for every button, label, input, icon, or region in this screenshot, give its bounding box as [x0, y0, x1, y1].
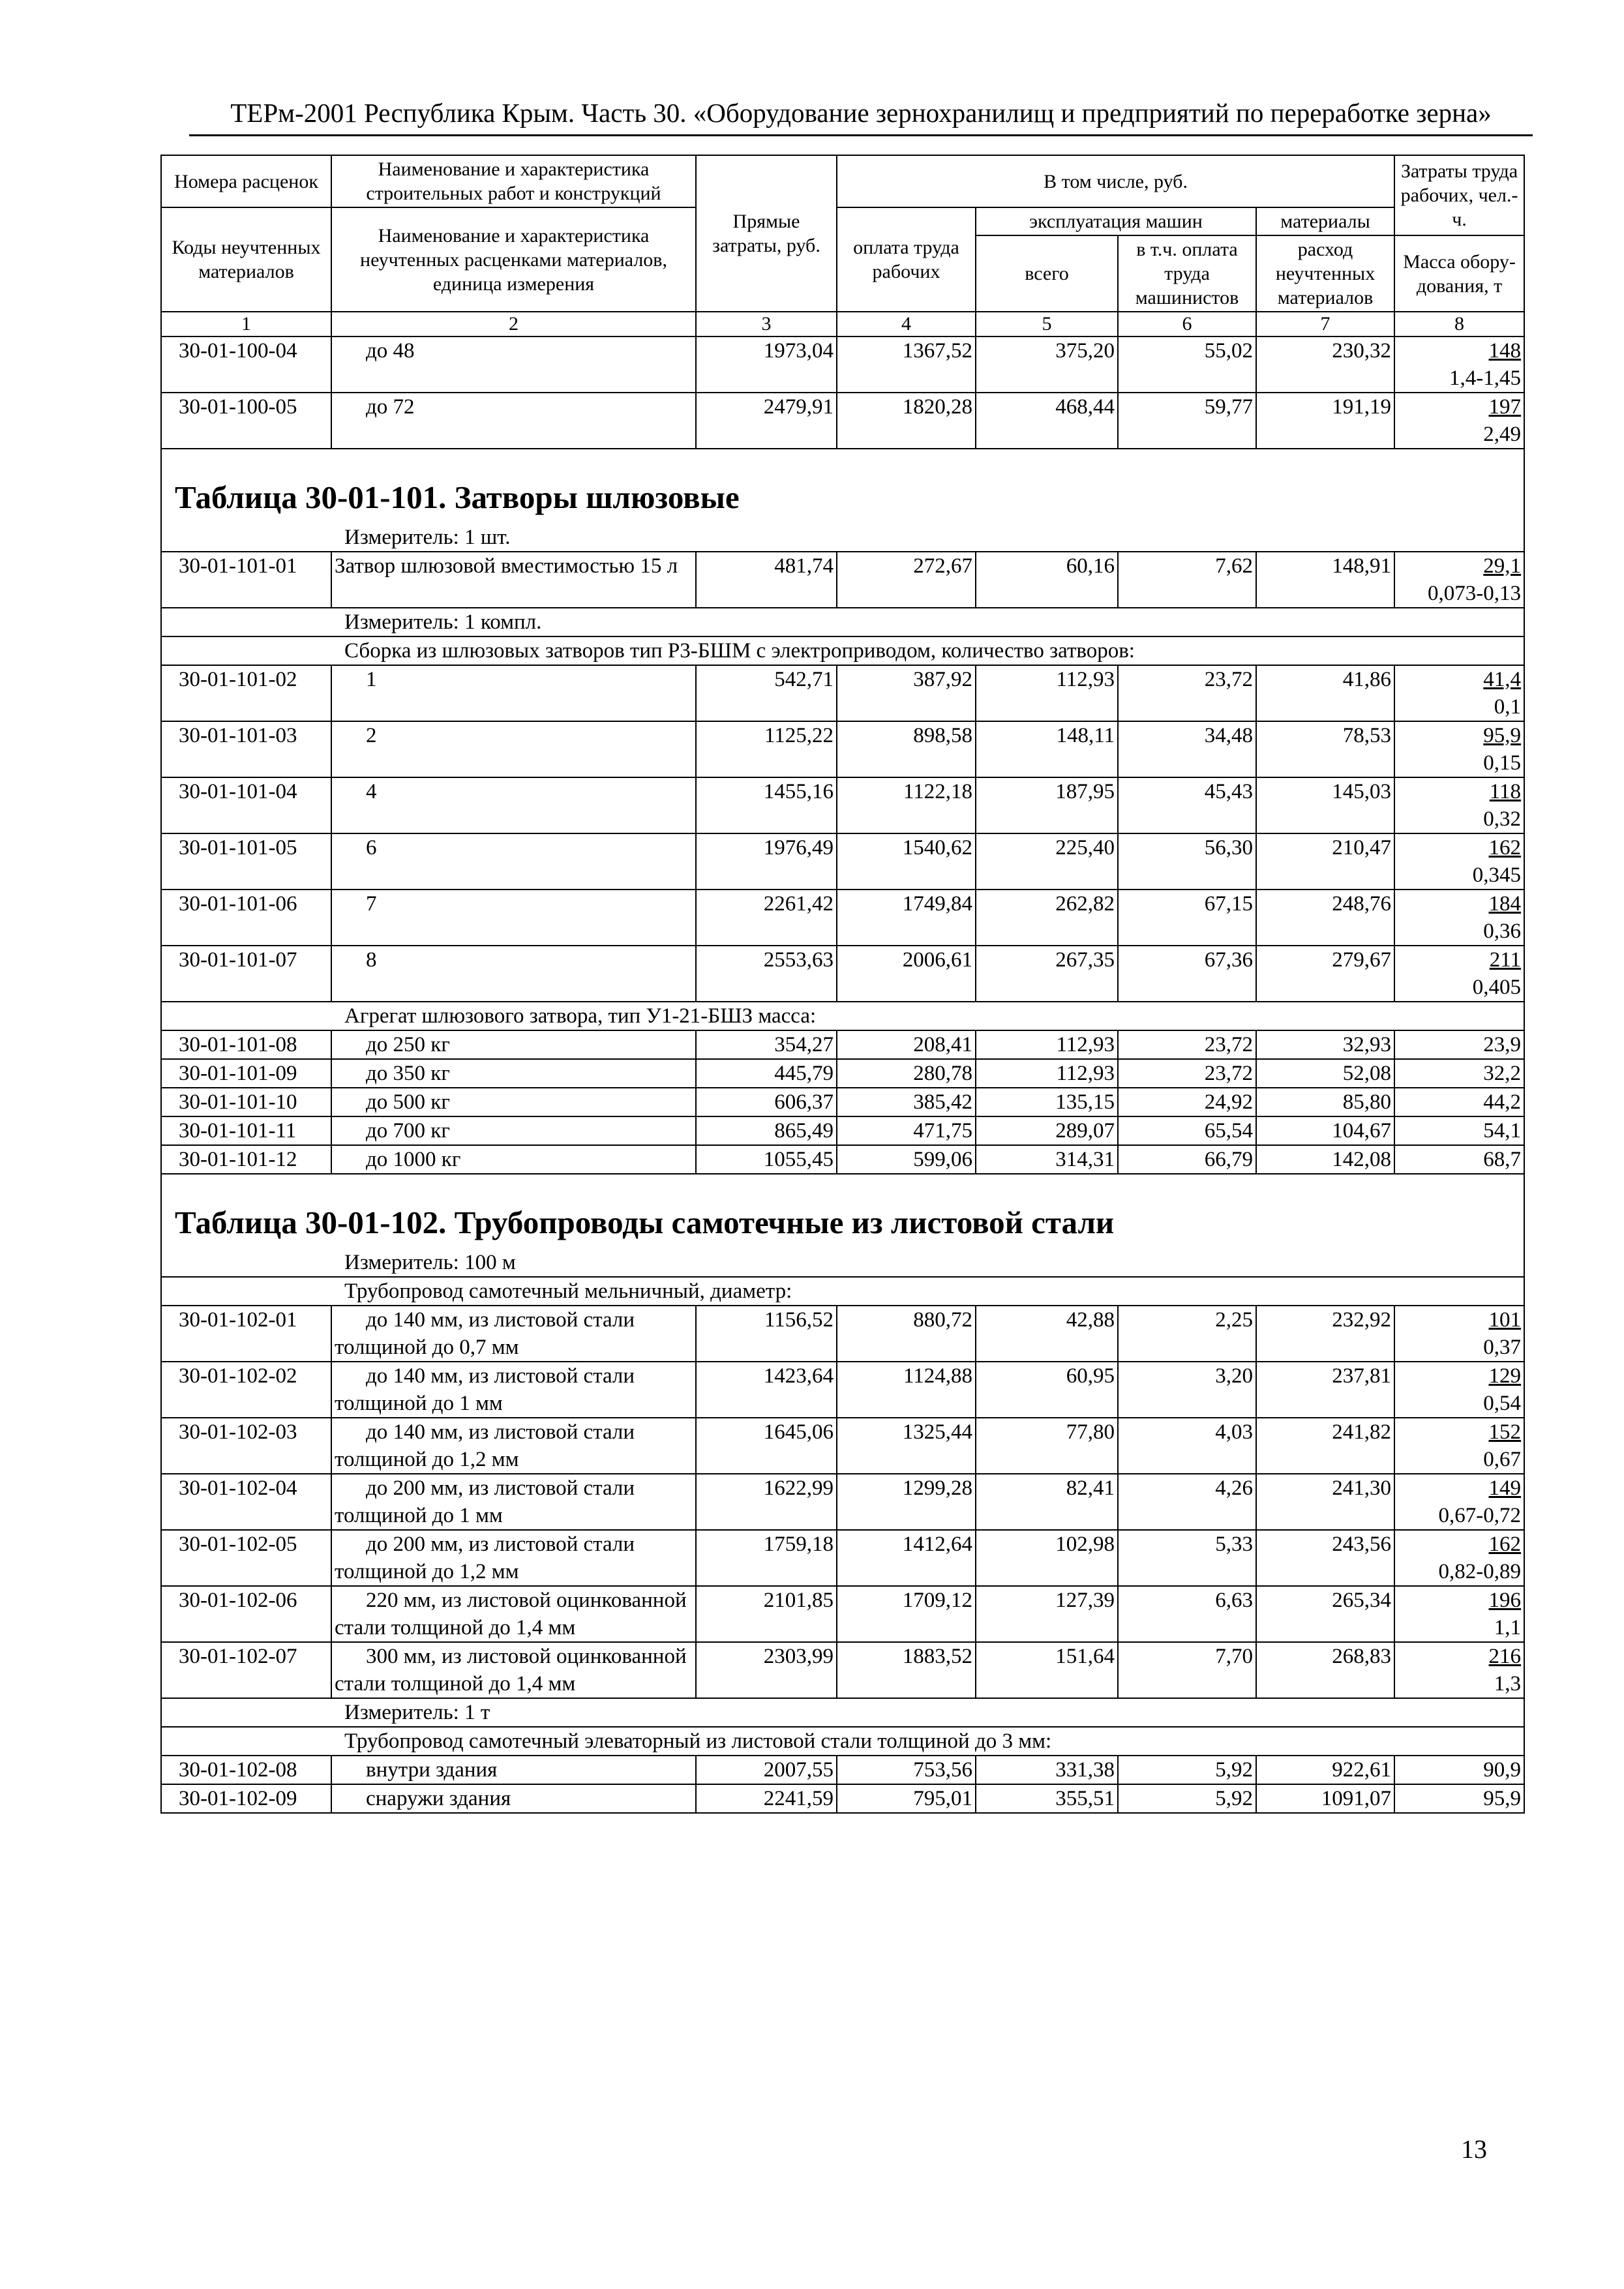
page-number: 13	[1461, 2134, 1487, 2164]
labor-mass-cell	[1394, 833, 1524, 890]
rate-code: 30-01-102-03	[161, 1418, 331, 1474]
column-number: 5	[976, 312, 1118, 337]
machine-costs: 112,93	[976, 1059, 1118, 1088]
material-costs: 243,56	[1256, 1530, 1394, 1586]
machine-wage-costs: 67,36	[1118, 946, 1256, 1002]
labor-mass-cell	[1394, 393, 1524, 449]
table-101-title: Таблица 30-01-101. Затворы шлюзовые	[175, 479, 740, 515]
group-row	[161, 1727, 1524, 1756]
wage-costs: 898,58	[837, 721, 976, 777]
column-number: 2	[331, 312, 696, 337]
machine-wage-costs: 66,79	[1118, 1145, 1256, 1174]
labor-mass-cell	[1394, 1474, 1524, 1530]
direct-costs: 606,37	[696, 1088, 837, 1116]
labor-value: 44,2	[1394, 1088, 1524, 1116]
machine-costs: 225,40	[976, 833, 1118, 890]
rate-name: 7	[331, 890, 696, 946]
table-row	[161, 1418, 1524, 1474]
table-row	[161, 833, 1524, 890]
table-row	[161, 1145, 1524, 1174]
labor-mass-cell	[1394, 946, 1524, 1002]
mass-value: 0,1	[1494, 695, 1522, 719]
machine-costs: 187,95	[976, 777, 1118, 833]
machine-wage-costs: 4,26	[1118, 1474, 1256, 1530]
machine-costs: 148,11	[976, 721, 1118, 777]
mass-value: 0,15	[1483, 751, 1522, 775]
rate-code: 30-01-101-05	[161, 833, 331, 890]
labor-value: 162	[1488, 1533, 1522, 1556]
rate-code: 30-01-101-02	[161, 665, 331, 721]
material-costs: 52,08	[1256, 1059, 1394, 1088]
header-materials-unaccounted: расход неучтенных материалов	[1256, 235, 1394, 312]
machine-wage-costs: 5,33	[1118, 1530, 1256, 1586]
header-col1-bottom: Коды неучтенных материалов	[161, 207, 331, 312]
rate-name: до 140 мм, из листовой стали толщиной до 1 мм	[331, 1362, 696, 1418]
rate-name: 6	[331, 833, 696, 890]
direct-costs: 2303,99	[696, 1642, 837, 1698]
mass-value: 0,82-0,89	[1438, 1560, 1522, 1583]
labor-value: 216	[1488, 1645, 1522, 1668]
table-row	[161, 946, 1524, 1002]
material-costs: 210,47	[1256, 833, 1394, 890]
wage-costs: 1367,52	[837, 337, 976, 393]
machine-wage-costs: 67,15	[1118, 890, 1256, 946]
labor-mass-cell	[1394, 1306, 1524, 1362]
direct-costs: 1759,18	[696, 1530, 837, 1586]
direct-costs: 865,49	[696, 1116, 837, 1145]
machine-wage-costs: 23,72	[1118, 1030, 1256, 1059]
material-costs: 32,93	[1256, 1030, 1394, 1059]
header-machines-total: всего	[976, 235, 1118, 312]
machine-costs: 82,41	[976, 1474, 1118, 1530]
direct-costs: 445,79	[696, 1059, 837, 1088]
direct-costs: 542,71	[696, 665, 837, 721]
labor-mass-cell	[1394, 1586, 1524, 1642]
labor-mass-cell	[1394, 721, 1524, 777]
mass-value: 0,073-0,13	[1428, 582, 1522, 605]
material-costs: 230,32	[1256, 337, 1394, 393]
table-row	[161, 1059, 1524, 1088]
rate-code: 30-01-101-03	[161, 721, 331, 777]
direct-costs: 1055,45	[696, 1145, 837, 1174]
labor-value: 95,9	[1394, 1784, 1524, 1813]
header-col2-top: Наименование и характеристика строительных работ и конструкций	[331, 155, 696, 207]
mass-value: 0,67	[1483, 1448, 1522, 1471]
header-materials: материалы	[1256, 207, 1394, 235]
page-header: ТЕРм-2001 Республика Крым. Часть 30. «Оборудование зернохранилищ и предприятий по переработке зерна»	[189, 97, 1533, 136]
labor-value: 54,1	[1394, 1116, 1524, 1145]
header-mass: Масса обору-дования, т	[1394, 235, 1524, 312]
rate-code: 30-01-100-05	[161, 393, 331, 449]
direct-costs: 1622,99	[696, 1474, 837, 1530]
group-heading: Агрегат шлюзового затвора, тип У1-21-БШЗ масса:	[161, 1002, 1524, 1030]
mass-value: 1,1	[1494, 1616, 1522, 1639]
machine-wage-costs: 59,77	[1118, 393, 1256, 449]
labor-value: 197	[1488, 395, 1522, 419]
header-col1-top: Номера расценок	[161, 155, 331, 207]
rate-name: до 140 мм, из листовой стали толщиной до 0,7 мм	[331, 1306, 696, 1362]
wage-costs: 471,75	[837, 1116, 976, 1145]
labor-mass-cell	[1394, 890, 1524, 946]
labor-value: 41,4	[1483, 668, 1522, 691]
rate-code: 30-01-102-05	[161, 1530, 331, 1586]
column-numbers-row	[161, 312, 1524, 337]
machine-wage-costs: 5,92	[1118, 1756, 1256, 1784]
table-row	[161, 1030, 1524, 1059]
labor-mass-cell	[1394, 1530, 1524, 1586]
machine-costs: 127,39	[976, 1586, 1118, 1642]
labor-mass-cell	[1394, 552, 1524, 608]
rate-code: 30-01-100-04	[161, 337, 331, 393]
direct-costs: 1645,06	[696, 1418, 837, 1474]
unit-label: Измеритель: 1 компл.	[161, 608, 1524, 636]
table-row	[161, 1784, 1524, 1813]
group-row	[161, 1277, 1524, 1306]
labor-value: 68,7	[1394, 1145, 1524, 1174]
machine-wage-costs: 34,48	[1118, 721, 1256, 777]
table-102-title: Таблица 30-01-102. Трубопроводы самотечные из листовой стали	[175, 1204, 1115, 1240]
direct-costs: 481,74	[696, 552, 837, 608]
mass-value: 0,67-0,72	[1438, 1504, 1522, 1527]
wage-costs: 599,06	[837, 1145, 976, 1174]
machine-wage-costs: 56,30	[1118, 833, 1256, 890]
material-costs: 241,82	[1256, 1418, 1394, 1474]
direct-costs: 2241,59	[696, 1784, 837, 1813]
machine-wage-costs: 7,62	[1118, 552, 1256, 608]
rate-code: 30-01-102-07	[161, 1642, 331, 1698]
mass-value: 0,345	[1472, 863, 1522, 887]
machine-costs: 135,15	[976, 1088, 1118, 1116]
machine-wage-costs: 3,20	[1118, 1362, 1256, 1418]
header-machines: эксплуатация машин	[976, 207, 1256, 235]
machine-costs: 267,35	[976, 946, 1118, 1002]
material-costs: 145,03	[1256, 777, 1394, 833]
machine-costs: 60,16	[976, 552, 1118, 608]
rate-code: 30-01-101-07	[161, 946, 331, 1002]
labor-value: 23,9	[1394, 1030, 1524, 1059]
material-costs: 78,53	[1256, 721, 1394, 777]
machine-wage-costs: 45,43	[1118, 777, 1256, 833]
labor-value: 129	[1488, 1364, 1522, 1388]
labor-value: 211	[1489, 948, 1522, 972]
rate-code: 30-01-102-09	[161, 1784, 331, 1813]
header-wage: оплата труда рабочих	[837, 207, 976, 312]
material-costs: 232,92	[1256, 1306, 1394, 1362]
wage-costs: 1540,62	[837, 833, 976, 890]
column-number: 6	[1118, 312, 1256, 337]
wage-costs: 1749,84	[837, 890, 976, 946]
section-title-row	[161, 449, 1524, 524]
rate-name: Затвор шлюзовой вместимостью 15 л	[331, 552, 696, 608]
material-costs: 191,19	[1256, 393, 1394, 449]
labor-mass-cell	[1394, 1418, 1524, 1474]
machine-wage-costs: 23,72	[1118, 1059, 1256, 1088]
machine-wage-costs: 6,63	[1118, 1586, 1256, 1642]
wage-costs: 1412,64	[837, 1530, 976, 1586]
table-row	[161, 890, 1524, 946]
unit-row	[161, 608, 1524, 636]
wage-costs: 1122,18	[837, 777, 976, 833]
rate-name: до 200 мм, из листовой стали толщиной до 1,2 мм	[331, 1530, 696, 1586]
rate-code: 30-01-101-08	[161, 1030, 331, 1059]
direct-costs: 2007,55	[696, 1756, 837, 1784]
direct-costs: 2553,63	[696, 946, 837, 1002]
machine-costs: 60,95	[976, 1362, 1118, 1418]
mass-value: 0,36	[1483, 920, 1522, 943]
labor-value: 148	[1488, 339, 1522, 363]
rate-code: 30-01-101-09	[161, 1059, 331, 1088]
machine-costs: 375,20	[976, 337, 1118, 393]
machine-wage-costs: 23,72	[1118, 665, 1256, 721]
column-number: 4	[837, 312, 976, 337]
direct-costs: 354,27	[696, 1030, 837, 1059]
material-costs: 41,86	[1256, 665, 1394, 721]
wage-costs: 880,72	[837, 1306, 976, 1362]
rate-name: 220 мм, из листовой оцинкованной стали толщиной до 1,4 мм	[331, 1586, 696, 1642]
rate-code: 30-01-102-01	[161, 1306, 331, 1362]
machine-costs: 151,64	[976, 1642, 1118, 1698]
group-heading: Трубопровод самотечный мельничный, диаметр:	[161, 1277, 1524, 1306]
table-row	[161, 1586, 1524, 1642]
column-number: 1	[161, 312, 331, 337]
wage-costs: 1124,88	[837, 1362, 976, 1418]
machine-wage-costs: 5,92	[1118, 1784, 1256, 1813]
direct-costs: 2479,91	[696, 393, 837, 449]
labor-value: 101	[1488, 1308, 1522, 1332]
rate-code: 30-01-101-04	[161, 777, 331, 833]
labor-mass-cell	[1394, 777, 1524, 833]
table-row	[161, 1088, 1524, 1116]
unit-row	[161, 524, 1524, 552]
rate-name: снаружи здания	[331, 1784, 696, 1813]
mass-value: 0,37	[1483, 1336, 1522, 1359]
machine-costs: 42,88	[976, 1306, 1118, 1362]
machine-costs: 468,44	[976, 393, 1118, 449]
header-including: В том числе, руб.	[837, 155, 1394, 207]
labor-mass-cell	[1394, 665, 1524, 721]
machine-costs: 112,93	[976, 665, 1118, 721]
rate-name: до 500 кг	[331, 1088, 696, 1116]
mass-value: 0,54	[1483, 1392, 1522, 1415]
table-row	[161, 393, 1524, 449]
wage-costs: 385,42	[837, 1088, 976, 1116]
table-row	[161, 552, 1524, 608]
direct-costs: 1973,04	[696, 337, 837, 393]
rate-code: 30-01-101-12	[161, 1145, 331, 1174]
rate-code: 30-01-101-11	[161, 1116, 331, 1145]
rate-name: до 1000 кг	[331, 1145, 696, 1174]
machine-wage-costs: 4,03	[1118, 1418, 1256, 1474]
machine-costs: 262,82	[976, 890, 1118, 946]
direct-costs: 2101,85	[696, 1586, 837, 1642]
material-costs: 268,83	[1256, 1642, 1394, 1698]
column-number: 3	[696, 312, 837, 337]
wage-costs: 387,92	[837, 665, 976, 721]
rate-name: 2	[331, 721, 696, 777]
machine-costs: 102,98	[976, 1530, 1118, 1586]
rate-name: до 48	[331, 337, 696, 393]
rate-code: 30-01-102-06	[161, 1586, 331, 1642]
rate-name: до 72	[331, 393, 696, 449]
wage-costs: 272,67	[837, 552, 976, 608]
rate-name: до 250 кг	[331, 1030, 696, 1059]
column-number: 8	[1394, 312, 1524, 337]
material-costs: 265,34	[1256, 1586, 1394, 1642]
mass-value: 1,4-1,45	[1449, 367, 1522, 390]
rate-name: до 140 мм, из листовой стали толщиной до 1,2 мм	[331, 1418, 696, 1474]
wage-costs: 208,41	[837, 1030, 976, 1059]
unit-row	[161, 1249, 1524, 1277]
machine-wage-costs: 7,70	[1118, 1642, 1256, 1698]
table-header	[161, 155, 1524, 337]
direct-costs: 1156,52	[696, 1306, 837, 1362]
group-heading: Трубопровод самотечный элеваторный из листовой стали толщиной до 3 мм:	[161, 1727, 1524, 1756]
table-row	[161, 1642, 1524, 1698]
labor-mass-cell	[1394, 337, 1524, 393]
group-row	[161, 1002, 1524, 1030]
unit-row	[161, 1698, 1524, 1727]
rate-name: 8	[331, 946, 696, 1002]
wage-costs: 2006,61	[837, 946, 976, 1002]
wage-costs: 795,01	[837, 1784, 976, 1813]
labor-value: 152	[1488, 1420, 1522, 1444]
labor-mass-cell	[1394, 1642, 1524, 1698]
rates-table	[160, 155, 1525, 1814]
mass-value: 0,405	[1472, 976, 1522, 999]
direct-costs: 1423,64	[696, 1362, 837, 1418]
header-labor: Затраты труда рабочих, чел.-ч.	[1394, 155, 1524, 235]
machine-costs: 77,80	[976, 1418, 1118, 1474]
labor-value: 162	[1488, 836, 1522, 860]
wage-costs: 1325,44	[837, 1418, 976, 1474]
direct-costs: 1976,49	[696, 833, 837, 890]
rate-code: 30-01-101-01	[161, 552, 331, 608]
machine-costs: 314,31	[976, 1145, 1118, 1174]
table-row	[161, 1530, 1524, 1586]
material-costs: 248,76	[1256, 890, 1394, 946]
wage-costs: 1299,28	[837, 1474, 976, 1530]
header-machines-wage: в т.ч. оплата труда машинистов	[1118, 235, 1256, 312]
material-costs: 142,08	[1256, 1145, 1394, 1174]
labor-value: 32,2	[1394, 1059, 1524, 1088]
table-row	[161, 1756, 1524, 1784]
header-direct-costs: Прямые затраты, руб.	[696, 155, 837, 312]
material-costs: 237,81	[1256, 1362, 1394, 1418]
table-row	[161, 337, 1524, 393]
rate-name: 1	[331, 665, 696, 721]
labor-mass-cell	[1394, 1362, 1524, 1418]
group-heading: Сборка из шлюзовых затворов тип Р3-БШМ с электроприводом, количество затворов:	[161, 636, 1524, 665]
table-row	[161, 777, 1524, 833]
labor-value: 118	[1489, 780, 1522, 803]
wage-costs: 753,56	[837, 1756, 976, 1784]
column-number: 7	[1256, 312, 1394, 337]
mass-value: 2,49	[1483, 423, 1522, 446]
rate-name: до 700 кг	[331, 1116, 696, 1145]
labor-value: 184	[1488, 892, 1522, 916]
machine-costs: 355,51	[976, 1784, 1118, 1813]
material-costs: 148,91	[1256, 552, 1394, 608]
wage-costs: 280,78	[837, 1059, 976, 1088]
direct-costs: 2261,42	[696, 890, 837, 946]
table-row	[161, 1474, 1524, 1530]
labor-value: 149	[1488, 1476, 1522, 1500]
machine-costs: 112,93	[976, 1030, 1118, 1059]
wage-costs: 1820,28	[837, 393, 976, 449]
unit-label: Измеритель: 100 м	[161, 1249, 1524, 1277]
material-costs: 241,30	[1256, 1474, 1394, 1530]
labor-value: 29,1	[1483, 554, 1522, 578]
labor-value: 90,9	[1394, 1756, 1524, 1784]
table-row	[161, 1362, 1524, 1418]
machine-costs: 289,07	[976, 1116, 1118, 1145]
direct-costs: 1455,16	[696, 777, 837, 833]
material-costs: 279,67	[1256, 946, 1394, 1002]
table-row	[161, 1306, 1524, 1362]
group-row	[161, 636, 1524, 665]
labor-value: 95,9	[1483, 724, 1522, 747]
rate-name: внутри здания	[331, 1756, 696, 1784]
labor-value: 196	[1488, 1589, 1522, 1612]
wage-costs: 1883,52	[837, 1642, 976, 1698]
rate-name: до 350 кг	[331, 1059, 696, 1088]
machine-wage-costs: 55,02	[1118, 337, 1256, 393]
material-costs: 922,61	[1256, 1756, 1394, 1784]
mass-value: 1,3	[1494, 1672, 1522, 1696]
rate-code: 30-01-101-06	[161, 890, 331, 946]
material-costs: 104,67	[1256, 1116, 1394, 1145]
rate-code: 30-01-102-02	[161, 1362, 331, 1418]
rate-code: 30-01-102-04	[161, 1474, 331, 1530]
mass-value: 0,32	[1483, 807, 1522, 831]
material-costs: 1091,07	[1256, 1784, 1394, 1813]
rate-code: 30-01-101-10	[161, 1088, 331, 1116]
material-costs: 85,80	[1256, 1088, 1394, 1116]
section-title-row	[161, 1174, 1524, 1249]
machine-costs: 331,38	[976, 1756, 1118, 1784]
rate-name: 300 мм, из листовой оцинкованной стали толщиной до 1,4 мм	[331, 1642, 696, 1698]
unit-label: Измеритель: 1 шт.	[161, 524, 1524, 552]
rate-name: до 200 мм, из листовой стали толщиной до 1 мм	[331, 1474, 696, 1530]
machine-wage-costs: 2,25	[1118, 1306, 1256, 1362]
wage-costs: 1709,12	[837, 1586, 976, 1642]
table-row	[161, 1116, 1524, 1145]
machine-wage-costs: 24,92	[1118, 1088, 1256, 1116]
rate-code: 30-01-102-08	[161, 1756, 331, 1784]
unit-label: Измеритель: 1 т	[161, 1698, 1524, 1727]
direct-costs: 1125,22	[696, 721, 837, 777]
machine-wage-costs: 65,54	[1118, 1116, 1256, 1145]
table-row	[161, 665, 1524, 721]
rate-name: 4	[331, 777, 696, 833]
table-row	[161, 721, 1524, 777]
header-col2-bottom: Наименование и характеристика неучтенных расценками материалов, единица измерения	[331, 207, 696, 312]
